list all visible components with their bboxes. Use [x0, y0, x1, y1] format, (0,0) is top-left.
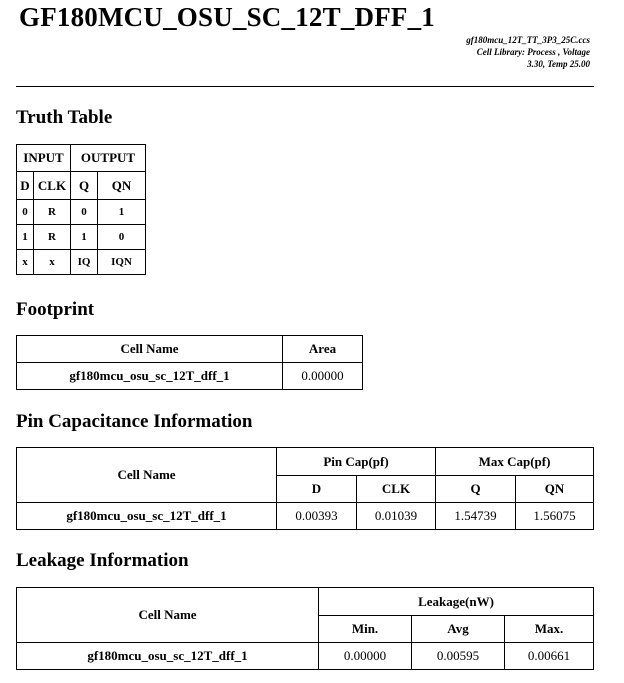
table-row [17, 250, 146, 275]
cell-clk: R [34, 200, 71, 225]
cell-clk: x [34, 250, 71, 275]
leakage-heading: Leakage Information [16, 550, 189, 571]
cell-clk-cap: 0.01039 [357, 503, 436, 530]
cell-q: 0 [71, 200, 98, 225]
col-cell-name: Cell Name [17, 588, 319, 643]
cell-area: 0.00000 [283, 363, 363, 390]
cell-qn: IQN [98, 250, 146, 275]
cell-clk: R [34, 225, 71, 250]
col-d: D [17, 172, 34, 200]
col-qn: QN [516, 476, 594, 503]
table-row [17, 225, 146, 250]
col-cell-name: Cell Name [17, 336, 283, 363]
truth-table-heading: Truth Table [16, 107, 113, 128]
col-clk: CLK [357, 476, 436, 503]
col-max: Max. [505, 616, 594, 643]
cell-q-maxcap: 1.54739 [436, 503, 516, 530]
library-file: gf180mcu_12T_TT_3P3_25C.ccs [466, 35, 590, 45]
col-min: Min. [319, 616, 412, 643]
footprint-table [16, 335, 363, 390]
col-q: Q [436, 476, 516, 503]
library-process-voltage: Cell Library: Process , Voltage [476, 47, 590, 57]
col-area: Area [283, 336, 363, 363]
col-d: D [277, 476, 357, 503]
cell-max: 0.00661 [505, 643, 594, 670]
col-q: Q [71, 172, 98, 200]
group-max-cap: Max Cap(pf) [436, 448, 594, 476]
cell-q: 1 [71, 225, 98, 250]
group-output: OUTPUT [71, 145, 146, 172]
footprint-heading: Footprint [16, 299, 95, 320]
cell-avg: 0.00595 [412, 643, 505, 670]
col-qn: QN [98, 172, 146, 200]
group-input: INPUT [17, 145, 71, 172]
cell-min: 0.00000 [319, 643, 412, 670]
header-divider [16, 86, 594, 87]
cell-qn-maxcap: 1.56075 [516, 503, 594, 530]
truth-table [16, 144, 146, 275]
cell-name: gf180mcu_osu_sc_12T_dff_1 [17, 503, 277, 530]
cell-d: 1 [17, 225, 34, 250]
col-avg: Avg [412, 616, 505, 643]
page-title: GF180MCU_OSU_SC_12T_DFF_1 [19, 2, 435, 32]
table-row [17, 643, 594, 670]
col-clk: CLK [34, 172, 71, 200]
cell-qn: 0 [98, 225, 146, 250]
library-voltage-temp: 3.30, Temp 25.00 [527, 59, 590, 69]
col-cell-name: Cell Name [17, 448, 277, 503]
cell-q: IQ [71, 250, 98, 275]
pin-cap-heading: Pin Capacitance Information [16, 411, 253, 432]
table-row [17, 200, 146, 225]
cell-d-cap: 0.00393 [277, 503, 357, 530]
cell-d: 0 [17, 200, 34, 225]
group-pin-cap: Pin Cap(pf) [277, 448, 436, 476]
cell-qn: 1 [98, 200, 146, 225]
leakage-table [16, 587, 594, 670]
pin-cap-table [16, 447, 594, 530]
table-row [17, 363, 363, 390]
cell-name: gf180mcu_osu_sc_12T_dff_1 [17, 643, 319, 670]
table-row [17, 503, 594, 530]
cell-d: x [17, 250, 34, 275]
cell-name: gf180mcu_osu_sc_12T_dff_1 [17, 363, 283, 390]
group-leakage: Leakage(nW) [319, 588, 594, 616]
library-info [466, 34, 590, 70]
